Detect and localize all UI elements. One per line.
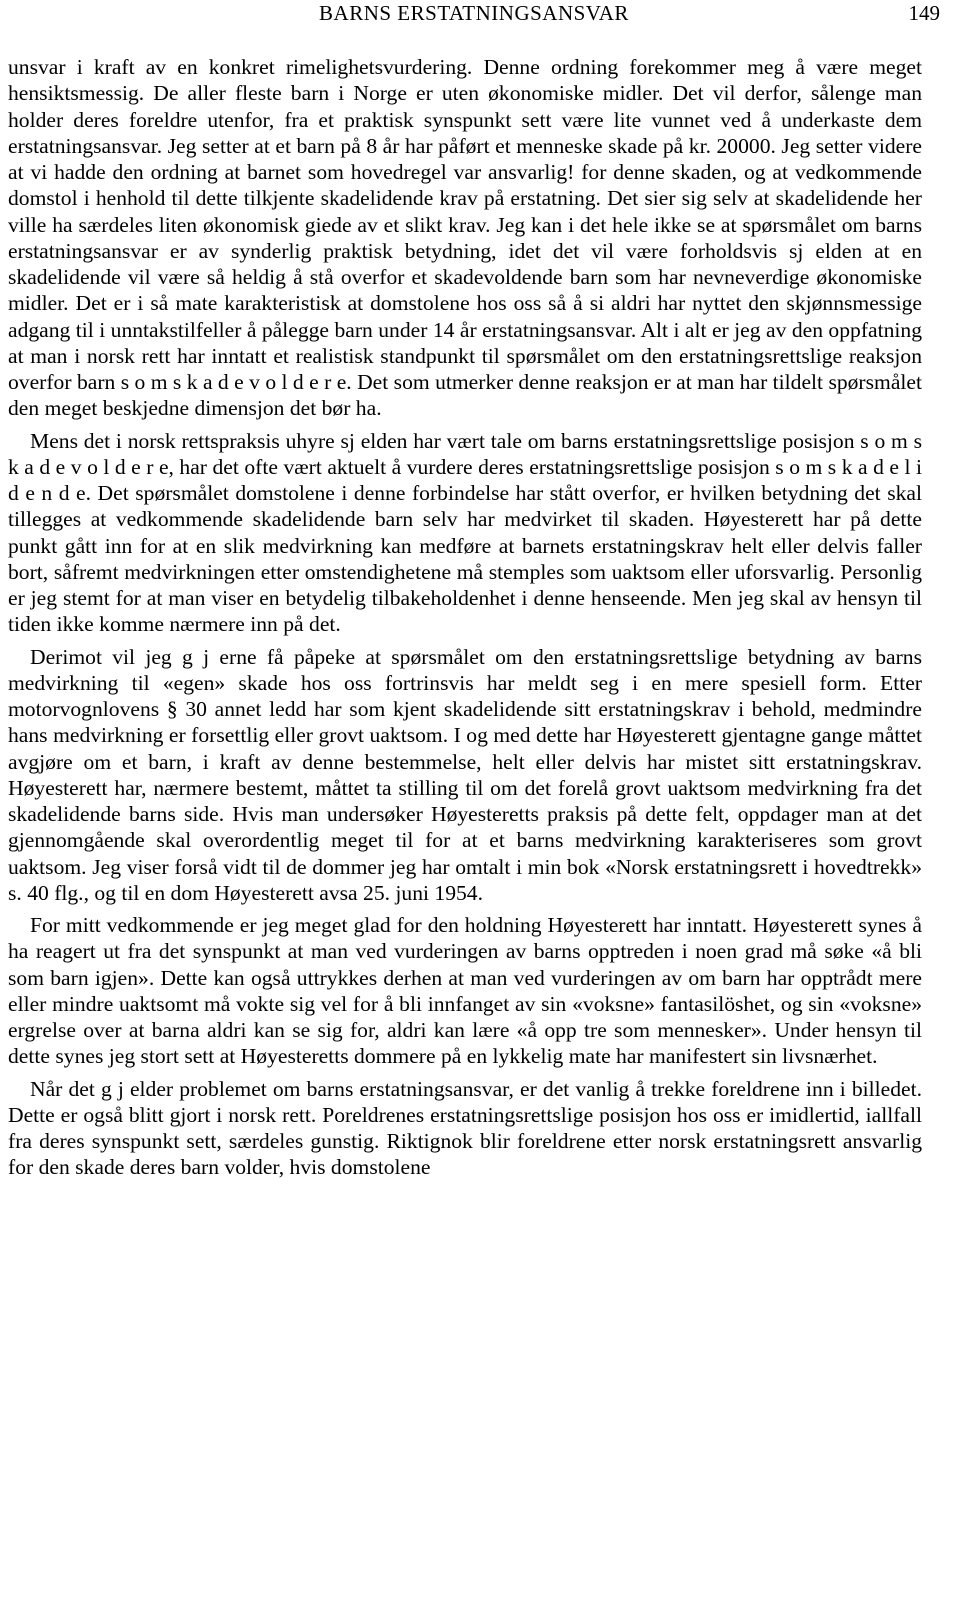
paragraph: Derimot vil jeg g j erne få påpeke at spørsmålet om den erstatningsrettslige betydning av barns medvirkning til «egen» skade hos oss fortrinsvis har meldt seg i en mere spesiell form. Etter motorvognlovens § 30 annet ledd har som kjent skadelidende sitt erstatningskrav i behold, medmindre hans medvirkning er forsettlig eller grovt uaktsom. I og med dette har Høyesterett gjentagne gange måttet avgjøre om et barn, i kraft av denne bestemmelse, helt eller delvis har mistet sitt erstatningskrav. Høyesterett har, nærmere bestemt, måttet ta stilling til om det forelå grovt uaktsom medvirkning fra det skadelidende barns side. Hvis man undersøker Høyesteretts praksis på dette felt, oppdager man at det gjennomgående skal overordentlig meget til for at et barns medvirkning karakteriseres som grovt uaktsom. Jeg viser forså vidt til de dommer jeg har omtalt i min bok «Norsk erstatningsrett i hovedtrekk» s. 40 flg., og til en dom Høyesterett avsa 25. juni 1954. (8, 644, 922, 905)
paragraph: Når det g j elder problemet om barns erstatningsansvar, er det vanlig å trekke foreldrene inn i billedet. Dette er også blitt gjort i norsk rett. Poreldrenes erstatningsrettslige posisjon hos oss er imidlertid, iallfall fra deres synspunkt sett, særdeles gunstig. Riktignok blir foreldrene etter norsk erstatningsrett ansvarlig for den skade deres barn volder, hvis domstolene (8, 1076, 922, 1180)
paragraph: For mitt vedkommende er jeg meget glad for den holdning Høyesterett har inntatt. Høyesterett synes å ha reagert ut fra det synspunkt at man ved vurderingen av barns opptreden i noen grad må søke «å bli som barn igjen». Dette kan også uttrykkes derhen at man ved vurderingen av om barn har opptrådt mere eller mindre uaktsomt må vokte sig vel for å bli innfanget av sin «voksne» fantasilöshet, og sin «voksne» ergrelse over at barna aldri kan se sig for, aldri kan lære «å opp tre som mennesker». Under hensyn til dette synes jeg stort sett at Høyesteretts dommere på en lykkelig mate har manifestert sin livsnærhet. (8, 913, 922, 1069)
page-number: 149 (908, 1, 940, 25)
paragraph: Mens det i norsk rettspraksis uhyre sj elden har vært tale om barns erstatningsrettslige posisjon s o m s k a d e v o l d e r e, har det ofte vært aktuelt å vurdere deres erstatningsrettslige posisjon s o m s k a d e l i d e n d e. Det spørsmålet domstolene i denne forbindelse har stått overfor, er hvilken betydning det skal tillegges at vedkommende skadelidende barn selv har medvirket til skaden. Høyesterett har på dette punkt gått inn for at en slik medvirkning kan medføre at barnets erstatningskrav helt eller delvis faller bort, såfremt medvirkningen etter omstendighetene må stemples som uaktsom eller uforsvarlig. Personlig er jeg stemt for at man viser en betydelig tilbakeholdenhet i denne henseende. Men jeg skal av hensyn til tiden ikke komme nærmere inn på det. (8, 428, 922, 637)
paragraph-continued: unsvar i kraft av en konkret rimelighetsvurdering. Denne ordning forekommer meg å være meget hensiktsmessig. De aller fleste barn i Norge er uten økonomiske midler. Det vil derfor, sålenge man holder deres foreldre utenfor, fra et praktisk synspunkt sett være lite vunnet ved å underkaste dem erstatningsansvar. Jeg setter at et barn på 8 år har påført et menneske skade på kr. 20000. Jeg setter videre at vi hadde den ordning at barnet som hovedregel var ansvarlig! for denne skaden, og at vedkommende domstol i henhold til dette tilkjente skadelidende krav på erstatning. Det sier sig selv at skadelidende her ville ha særdeles liten økonomisk giede av et slikt krav. Jeg kan i det hele ikke se at spørsmålet om barns erstatningsansvar er av synderlig praktisk betydning, idet det vil være forholdsvis sj elden at en skadelidende vil være så heldig å stå overfor et skadevoldende barn som har nevneverdige økonomiske midler. Det er i så mate karakteristisk at domstolene hos oss så å si aldri har nyttet den skjønnsmessige adgang til i unntakstilfeller å pålegge barn under 14 år erstatningsansvar. Alt i alt er jeg av den oppfatning at man i norsk rett har inntatt et realistisk standpunkt til spørsmålet om den erstatningsrettslige reaksjon overfor barn s o m s k a d e v o l d e r e. Det som utmerker denne reaksjon er at man har tildelt spørsmålet den meget beskjedne dimensjon det bør ha. (8, 55, 922, 421)
body-text (8, 54, 922, 1181)
running-title: BARNS ERSTATNINGSANSVAR (319, 1, 629, 25)
running-header (8, 0, 940, 26)
